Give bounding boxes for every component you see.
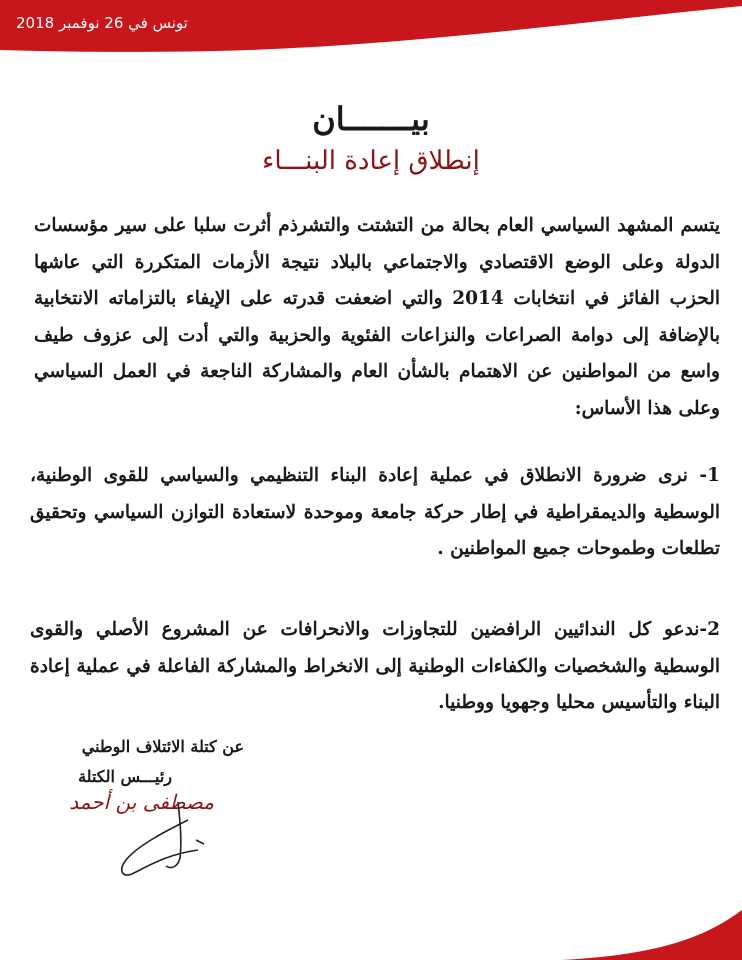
footer-band <box>562 900 742 960</box>
point-2-paragraph: 2-ندعو كل الندائيين الرافضين للتجاوزات والانحرافات عن المشروع الأصلي والقوى الوسطية والشخصيات والكفاءات الوطنية إلى الانخراط والمشاركة الفاعلة في عملية إعادة البناء والتأسيس محليا وجهويا ووطنيا. <box>30 619 720 713</box>
handwritten-signature <box>108 800 218 880</box>
signatory-name: مصطفى بن أحمد <box>69 790 214 814</box>
signatory-organization: عن كتلة الائتلاف الوطني <box>81 737 244 756</box>
intro-paragraph: يتسم المشهد السياسي العام بحالة من التشتت والتشرذم أثرت سلبا على سير مؤسسات الدولة وعلى الوضع الاقتصادي والاجتماعي بالبلاد نتيجة الأزمات المتكررة التي عاشها الحزب الفائز في انتخابات 2014 والتي اضعفت قدرته على الإيفاء بالتزاماته الانتخابية بالإضافة إلى دوامة الصراعات والنزاعات الفئوية والحزبية والتي أدت إلى عزوف طيف واسع من المواطنين عن الاهتمام بالشأن العام والمشاركة الناجعة في العمل السياسي وعلى هذا الأساس: <box>34 215 720 419</box>
point-1-paragraph: 1- نرى ضرورة الانطلاق في عملية إعادة البناء التنظيمي والسياسي للقوى الوطنية، الوسطية والديمقراطية في إطار حركة جامعة وموحدة لاستعادة التوازن السياسي وتحقيق تطلعات وطموحات جميع المواطنين . <box>30 465 720 559</box>
document-title: بيـــــــان <box>312 100 430 138</box>
document-subtitle: إنطلاق إعادة البنـــاء <box>262 146 480 176</box>
signatory-role: رئيـــس الكتلة <box>78 767 172 786</box>
header-date: تونس في 26 نوفمبر 2018 <box>16 14 188 32</box>
signature-block <box>24 732 244 792</box>
